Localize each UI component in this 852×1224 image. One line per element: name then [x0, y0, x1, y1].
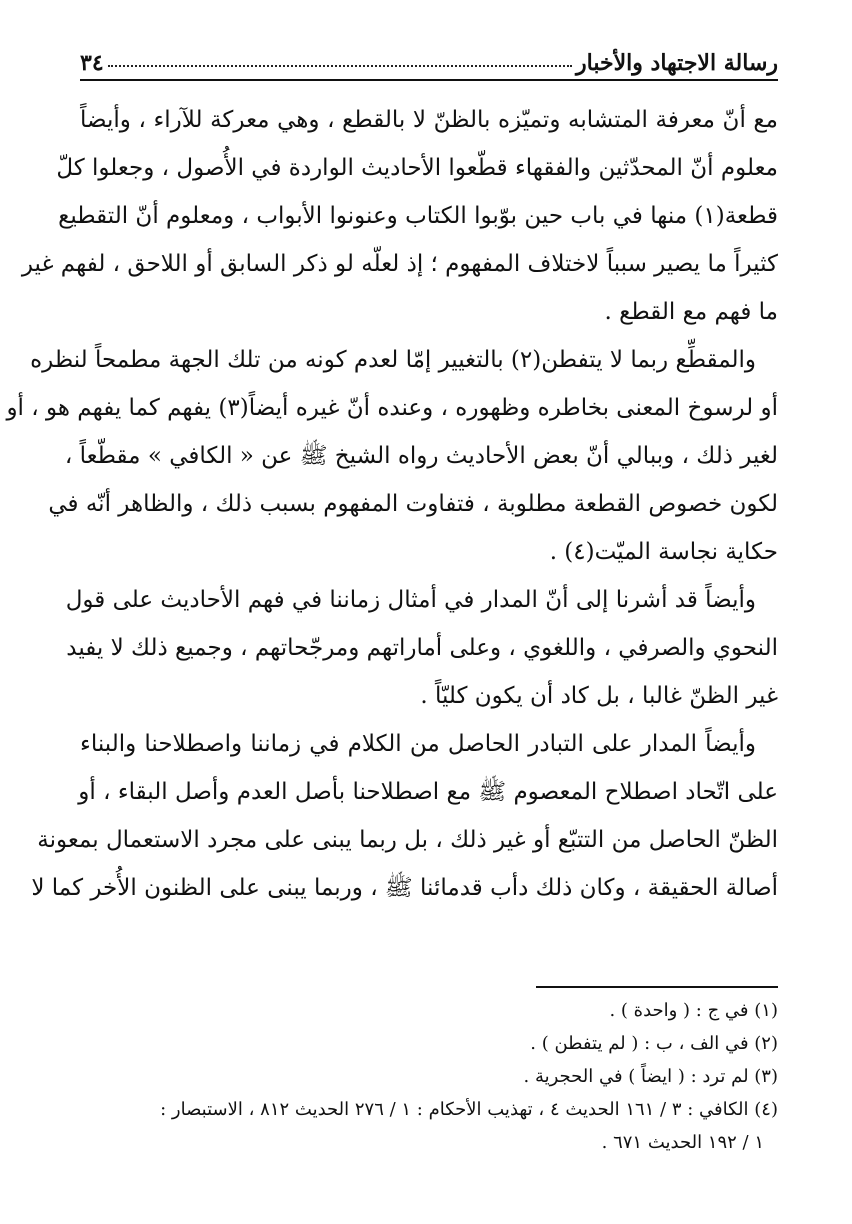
text-line: كثيراً ما يصير سبباً لاختلاف المفهوم ؛ إذ لعلّه لو ذكر السابق أو اللاحق ، لفهم غير: [21, 251, 778, 277]
text-line: وأيضاً المدار على التبادر الحاصل من الكلام في زماننا واصطلاحنا والبناء: [80, 731, 756, 757]
footnote-3: (٣) لم ترد : ( ايضاً ) في الحجرية .: [523, 1066, 778, 1087]
running-header: [80, 36, 778, 76]
text-line: ما فهم مع القطع .: [604, 299, 778, 325]
text-line: غير الظنّ غالبا ، بل كاد أن يكون كليّاً .: [420, 683, 778, 709]
text-line: لغير ذلك ، وببالي أنّ بعض الأحاديث رواه الشيخ ﷺ عن « الكافي » مقطّعاً ،: [64, 443, 778, 469]
footnote-separator: [536, 986, 778, 988]
paragraph-1: [21, 96, 778, 336]
text-line: والمقطِّع ربما لا يتفطن(٢) بالتغيير إمّا لعدم كونه من تلك الجهة مطمحاً لنظره: [30, 347, 756, 373]
text-line: قطعة(١) منها في باب حين بوّبوا الكتاب وعنونوا الأبواب ، ومعلوم أنّ التقطيع: [58, 203, 778, 229]
paragraph-4: [31, 720, 778, 912]
running-title: رسالة الاجتهاد والأخبار: [576, 50, 778, 76]
footnote-4-continued: ١ / ١٩٢ الحديث ٦٧١ .: [601, 1132, 764, 1153]
header-dot-leader: [108, 65, 572, 67]
main-text: [6, 96, 778, 912]
text-line: مع أنّ معرفة المتشابه وتميّزه بالظنّ لا بالقطع ، وهي معركة للآراء ، وأيضاً: [80, 107, 778, 133]
footnote-1: (١) في ج : ( واحدة ) .: [609, 1000, 778, 1021]
footnote-2: (٢) في الف ، ب : ( لم يتفطن ) .: [530, 1033, 778, 1054]
text-line: حكاية نجاسة الميّت(٤) .: [549, 539, 778, 565]
text-line: لكون خصوص القطعة مطلوبة ، فتفاوت المفهوم بسبب ذلك ، والظاهر أنّه في: [48, 491, 778, 517]
footnote-4: (٤) الكافي : ٣ / ١٦١ الحديث ٤ ، تهذيب الأحكام : ١ / ٢٧٦ الحديث ٨١٢ ، الاستبصار :: [160, 1099, 778, 1120]
page-number: ٣٤: [80, 50, 104, 76]
text-line: النحوي والصرفي ، واللغوي ، وعلى أماراتهم ومرجّحاتهم ، وجميع ذلك لا يفيد: [66, 635, 778, 661]
text-line: أصالة الحقيقة ، وكان ذلك دأب قدمائنا ﷺ ، وربما يبنى على الظنون الأُخر كما لا: [31, 875, 778, 901]
paragraph-2: [6, 336, 778, 576]
footnotes: [80, 994, 778, 1159]
text-line: معلوم أنّ المحدّثين والفقهاء قطّعوا الأحاديث الواردة في الأُصول ، وجعلوا كلّ: [56, 155, 778, 181]
text-line: وأيضاً قد أشرنا إلى أنّ المدار في أمثال زماننا في فهم الأحاديث على قول: [65, 587, 756, 613]
text-line: الظنّ الحاصل من التتبّع أو غير ذلك ، بل ربما يبنى على مجرد الاستعمال بمعونة: [37, 827, 778, 853]
text-line: أو لرسوخ المعنى بخاطره وظهوره ، وعنده أنّ غيره أيضاً(٣) يفهم كما يفهم هو ، أو: [6, 395, 778, 421]
text-line: على اتّحاد اصطلاح المعصوم ﷺ مع اصطلاحنا بأصل العدم وأصل البقاء ، أو: [78, 779, 778, 805]
paragraph-3: [65, 576, 778, 720]
header-rule: [80, 79, 778, 81]
